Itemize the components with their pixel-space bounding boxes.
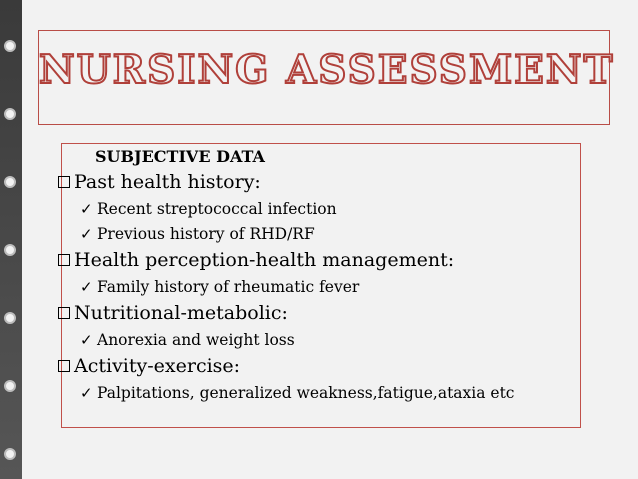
item-label: Palpitations, generalized weakness,fatigue,ataxia etc: [97, 384, 515, 402]
section-heading: [58, 248, 581, 276]
square-bullet-icon: [58, 254, 70, 266]
ribbon-ring-icon: [4, 448, 16, 460]
square-bullet-icon: [58, 307, 70, 319]
left-ribbon: [0, 0, 22, 479]
title-frame: [38, 30, 615, 125]
slide-title: NURSING ASSESSMENT: [39, 47, 615, 93]
ribbon-ring-icon: [4, 176, 16, 188]
list-item: [80, 198, 581, 223]
item-label: Anorexia and weight loss: [97, 331, 295, 349]
section-label: Past health history:: [74, 171, 261, 193]
item-label: Recent streptococcal infection: [97, 200, 337, 218]
section-label: Health perception-health management:: [74, 249, 455, 271]
ribbon-ring-icon: [4, 244, 16, 256]
square-bullet-icon: [58, 176, 70, 188]
checkmark-icon: ✓: [80, 225, 93, 243]
section-label: Activity-exercise:: [74, 355, 241, 377]
section-heading: [58, 170, 581, 198]
checkmark-icon: ✓: [80, 331, 93, 349]
ribbon-ring-icon: [4, 380, 16, 392]
ribbon-ring-icon: [4, 312, 16, 324]
section-heading: [58, 301, 581, 329]
item-label: Previous history of RHD/RF: [97, 225, 315, 243]
list-item: [80, 382, 581, 407]
checkmark-icon: ✓: [80, 384, 93, 402]
checkmark-icon: ✓: [80, 278, 93, 296]
checkmark-icon: ✓: [80, 200, 93, 218]
section-label: Nutritional-metabolic:: [74, 302, 288, 324]
ribbon-ring-icon: [4, 108, 16, 120]
content-list: [61, 146, 581, 407]
section-heading: [58, 354, 581, 382]
list-item: [80, 276, 581, 301]
subheading: SUBJECTIVE DATA: [95, 147, 265, 166]
list-item: [80, 223, 581, 248]
ribbon-ring-icon: [4, 40, 16, 52]
item-label: Family history of rheumatic fever: [97, 278, 360, 296]
square-bullet-icon: [58, 360, 70, 372]
list-item: [80, 329, 581, 354]
